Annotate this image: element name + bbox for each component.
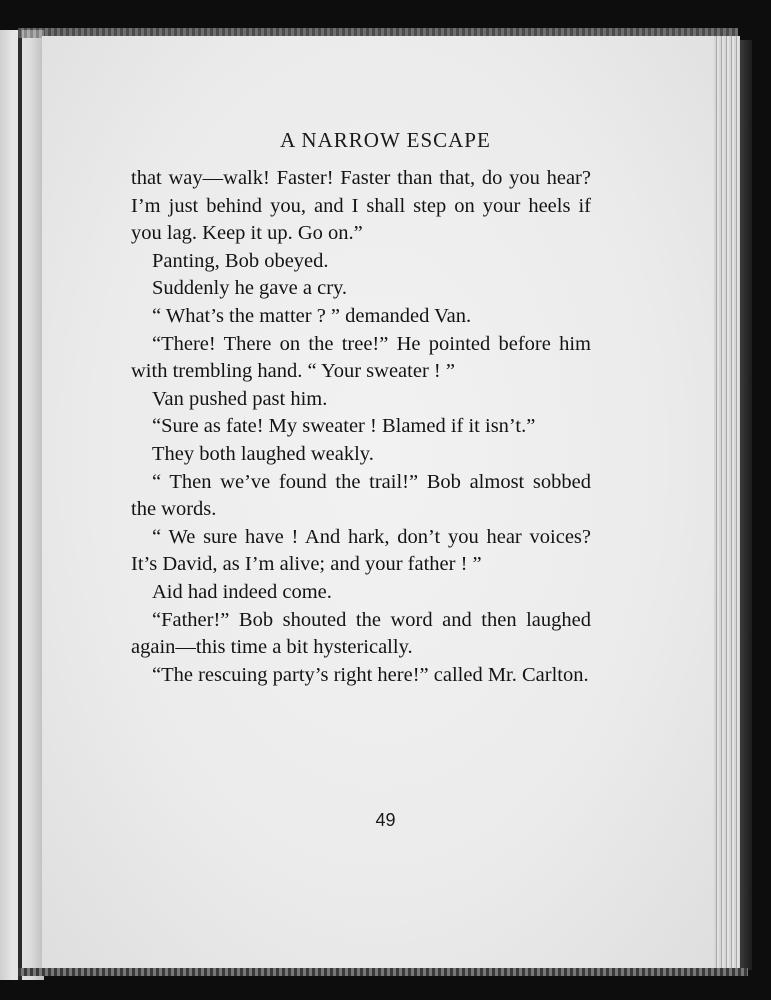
paragraph: “Sure as fate! My sweater ! Blamed if it isn’t.” xyxy=(152,415,536,438)
paragraph: Aid had indeed come. xyxy=(152,580,332,603)
paragraph: “There! There on the tree!” He pointed before him with trembling hand. “ Your sweater ! ” xyxy=(131,332,591,383)
paragraph: “ We sure have ! And hark, don’t you hear voices? It’s David, as I’m alive; and your father ! ” xyxy=(131,525,591,576)
paragraph: “The rescuing party’s right here!” called Mr. Carlton. xyxy=(152,663,589,686)
paragraph: “Father!” Bob shouted the word and then laughed again—this time a bit hysterically. xyxy=(131,608,591,659)
paragraph: Suddenly he gave a cry. xyxy=(152,277,348,300)
book-gutter xyxy=(18,30,22,980)
page-number: 49 xyxy=(375,810,396,830)
running-head: A NARROW ESCAPE xyxy=(280,128,491,152)
facing-page-edge xyxy=(0,30,44,980)
paragraph: that way—walk! Faster! Faster than that, do you hear? I’m just behind you, and I shall step on your heels if you lag. Keep it up. Go on.” xyxy=(131,167,591,245)
body-text xyxy=(131,165,591,689)
paragraph: “ Then we’ve found the trail!” Bob almost sobbed the words. xyxy=(131,470,591,521)
paragraph: Panting, Bob obeyed. xyxy=(152,249,329,272)
book-bottom-edge xyxy=(18,968,748,976)
paragraph: Van pushed past him. xyxy=(152,387,328,410)
paragraph: “ What’s the matter ? ” demanded Van. xyxy=(152,304,472,327)
paragraph: They both laughed weakly. xyxy=(152,442,374,465)
